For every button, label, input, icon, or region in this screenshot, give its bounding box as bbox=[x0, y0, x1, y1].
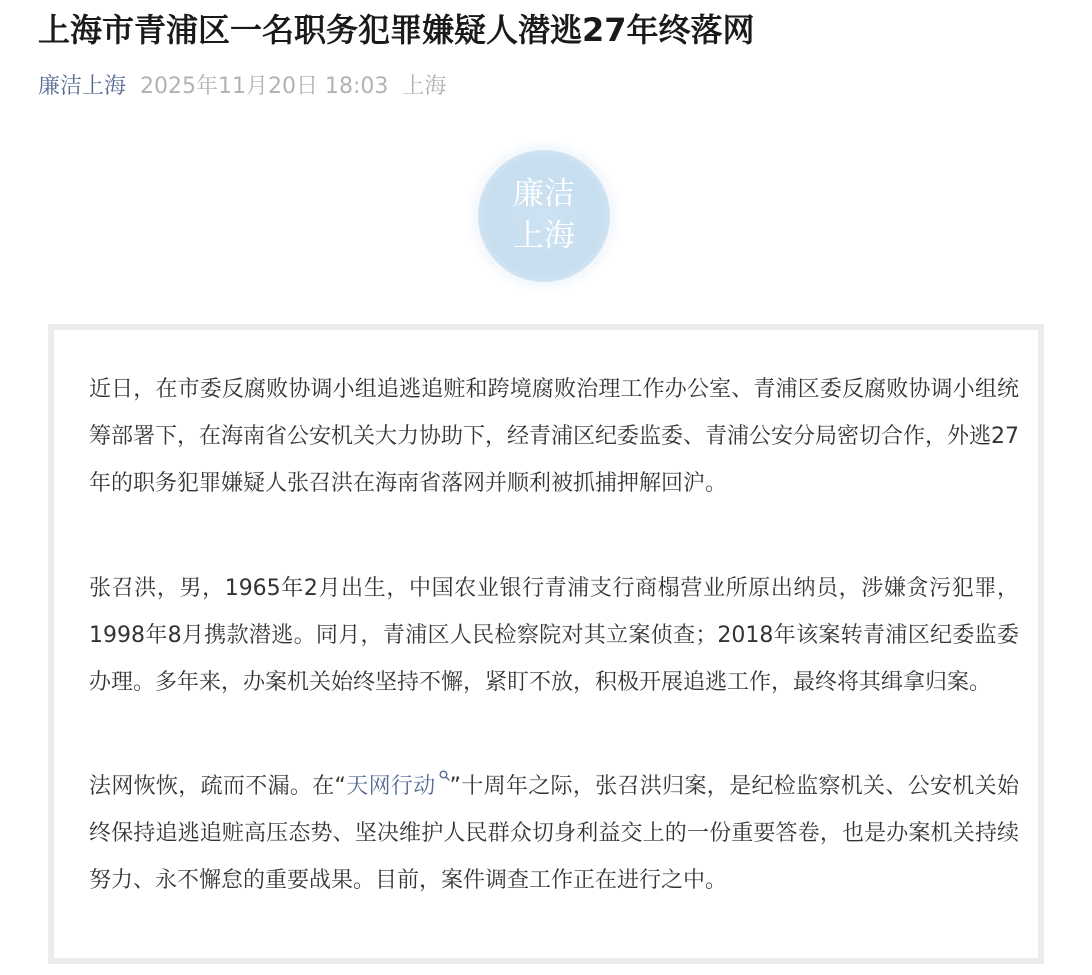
keyword-search-link[interactable] bbox=[346, 774, 450, 799]
account-logo bbox=[478, 150, 610, 282]
article-title: 上海市青浦区一名职务犯罪嫌疑人潜逃27年终落网 bbox=[38, 11, 755, 49]
publish-location: 上海 bbox=[402, 74, 447, 99]
article-meta bbox=[38, 72, 446, 102]
keyword-text[interactable]: 天网行动 bbox=[345, 774, 436, 799]
logo-text-line-1: 廉洁 bbox=[513, 176, 575, 212]
paragraph-3-lead: 法网恢恢，疏而不漏。在“ bbox=[89, 774, 346, 799]
paragraph-3-rest: ”十周年之际，张召洪归案，是纪检监察机关、公安机关始终保持追逃追赃高压态势、坚决维护人民群众切身利益交上的一份重要答卷，也是办案机关持续努力、永不懈怠的重要战果。目前，案件调查工作正在进行之中。 bbox=[89, 774, 1019, 893]
paragraph-1: 近日，在市委反腐败协调小组追逃追赃和跨境腐败治理工作办公室、青浦区委反腐败协调小组统筹部署下，在海南省公安机关大力协助下，经青浦区纪委监委、青浦公安分局密切合作，外逃27年的职务犯罪嫌疑人张召洪在海南省落网并顺利被抓捕押解回沪。 bbox=[89, 377, 1019, 496]
paragraph-2: 张召洪，男，1965年2月出生，中国农业银行青浦支行商榻营业所原出纳员，涉嫌贪污犯罪，1998年8月携款潜逃。同月，青浦区人民检察院对其立案侦查；2018年该案转青浦区纪委监委办理。多年来，办案机关始终坚持不懈，紧盯不放，积极开展追逃工作，最终将其缉拿归案。 bbox=[89, 576, 1019, 695]
paragraph-3 bbox=[89, 763, 1019, 904]
account-name-link[interactable]: 廉洁上海 bbox=[38, 74, 127, 99]
publish-date: 2025年11月20日 18:03 bbox=[140, 74, 389, 99]
logo-text-line-2: 上海 bbox=[513, 218, 575, 254]
search-icon[interactable] bbox=[439, 770, 450, 781]
article-content-card bbox=[48, 324, 1044, 964]
